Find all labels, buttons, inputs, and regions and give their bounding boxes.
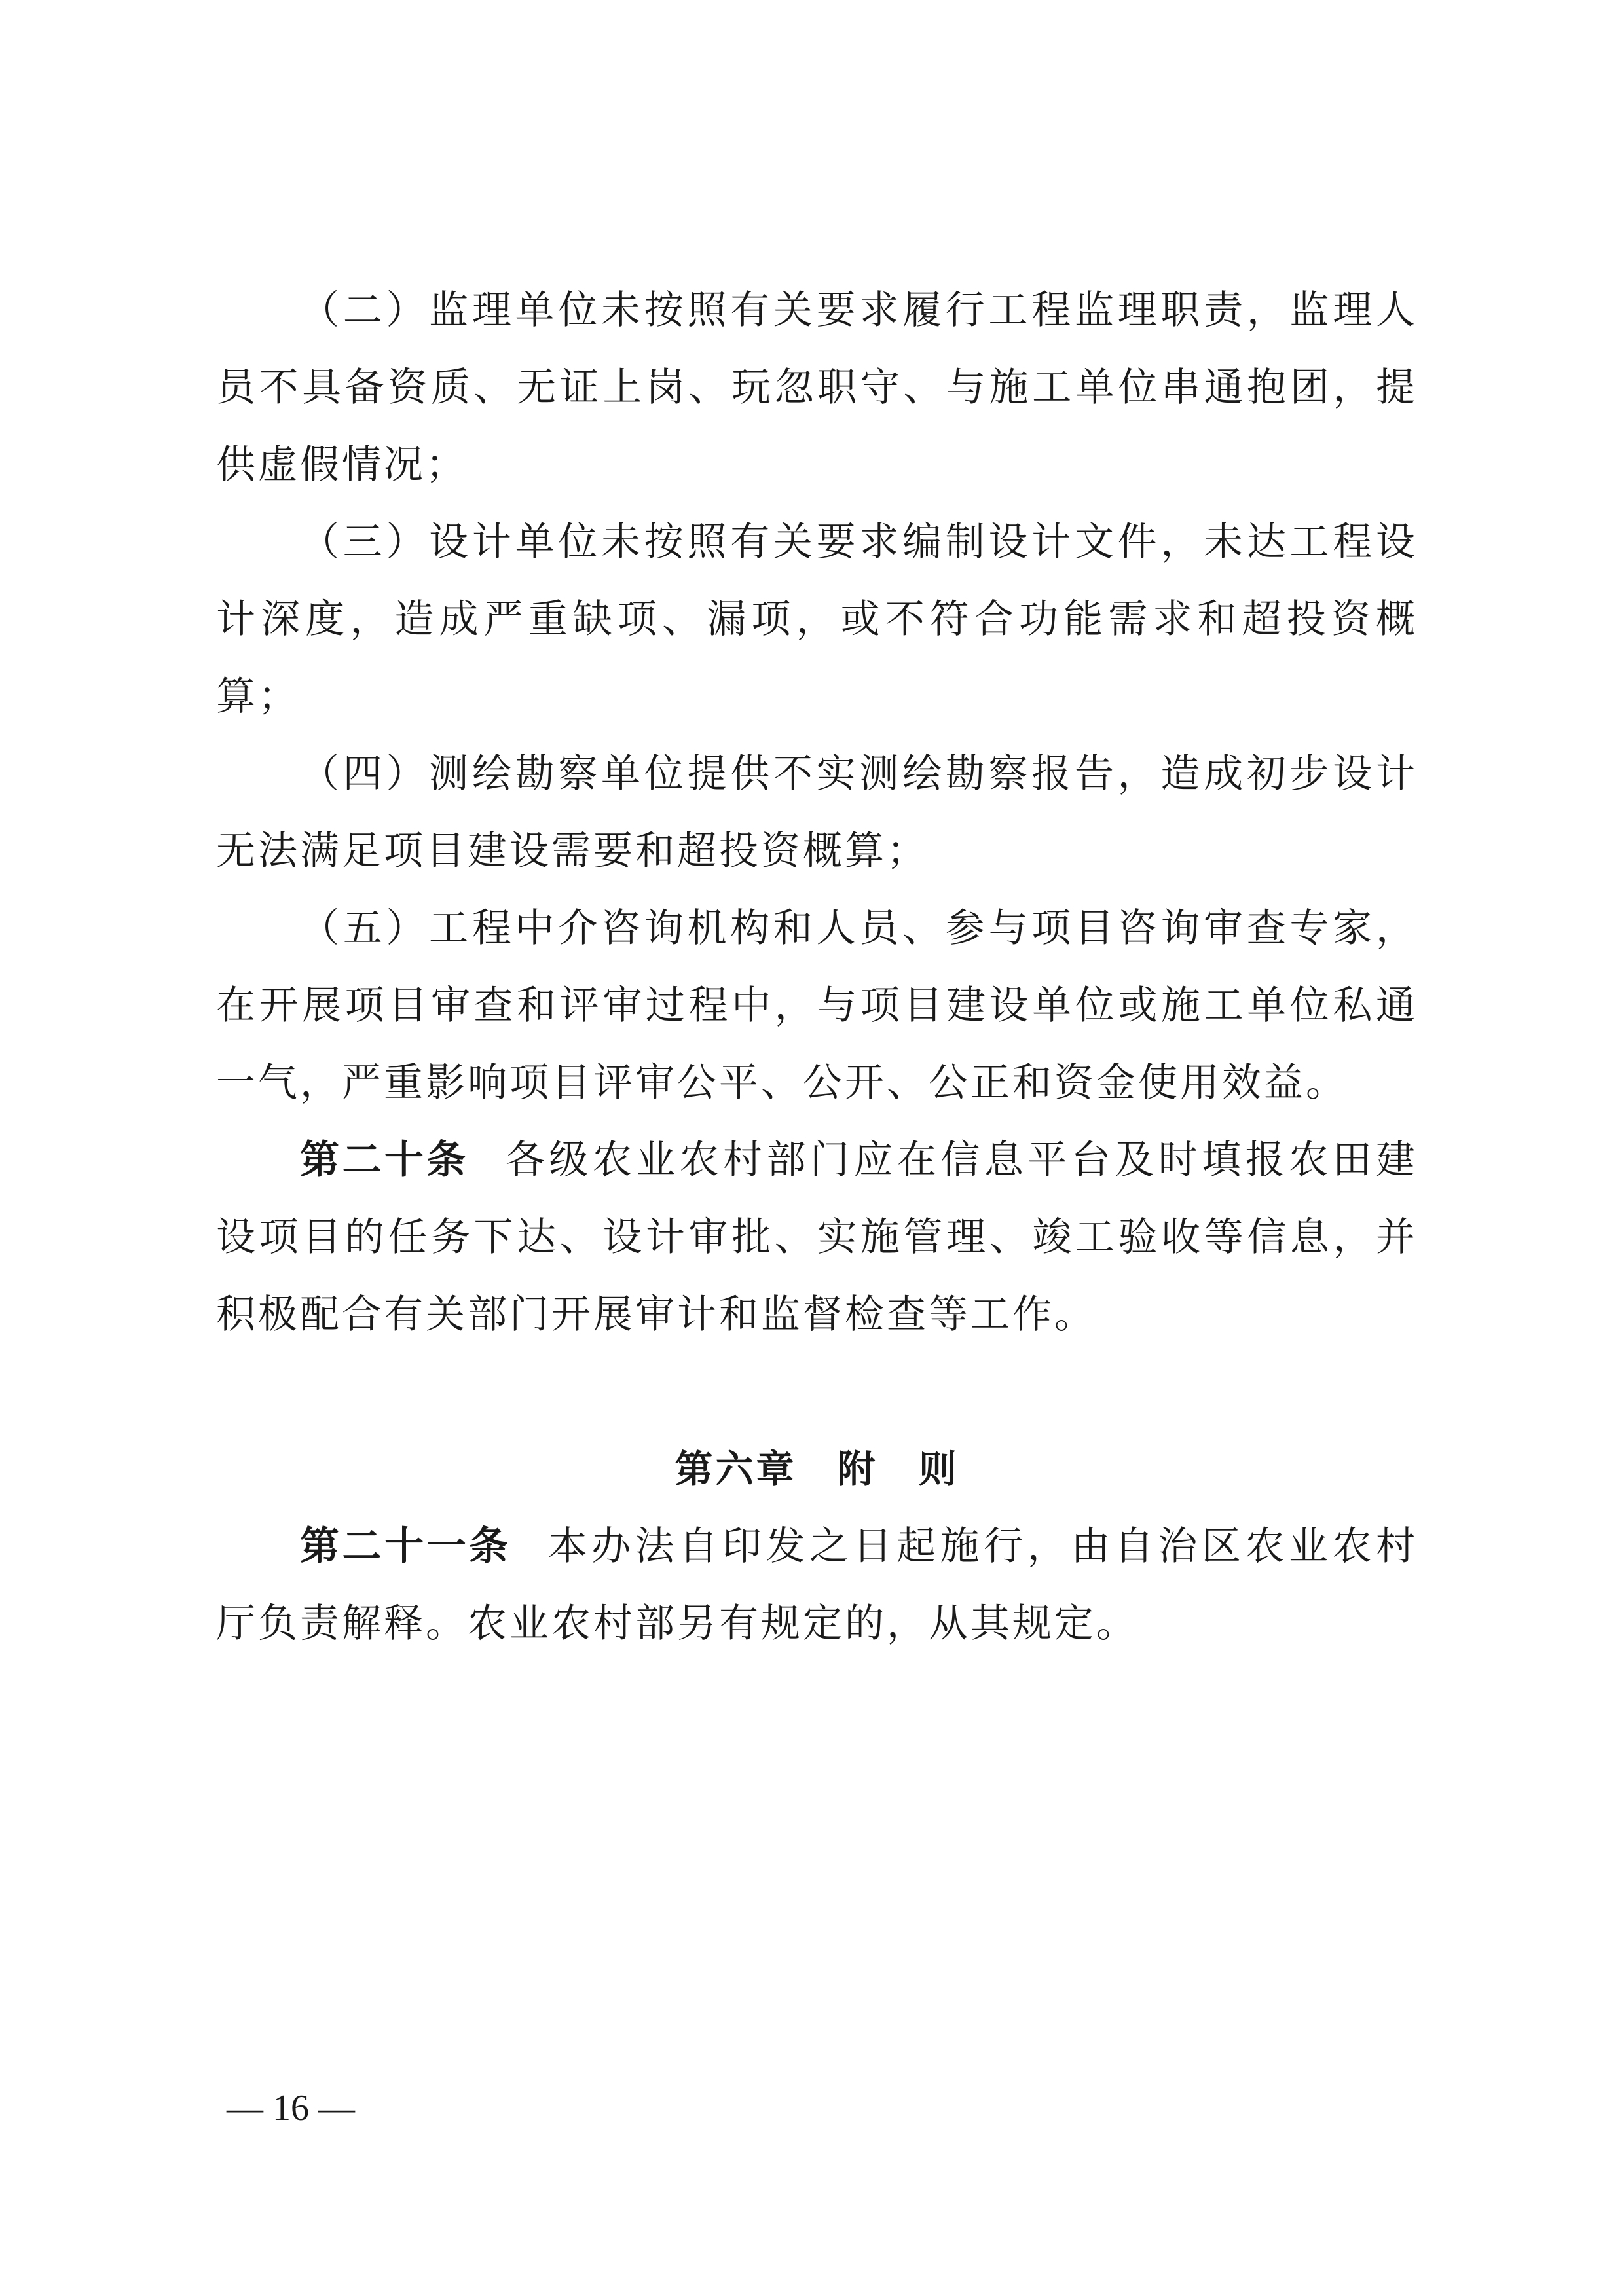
paragraph-item-5: （五）工程中介咨询机构和人员、参与项目咨询审查专家，在开展项目审查和评审过程中，与项目建设单位或施工单位私通一气，严重影响项目评审公平、公开、公正和资金使用效益。: [216, 905, 1418, 1106]
paragraph-item-2: （二）监理单位未按照有关要求履行工程监理职责，监理人员不具备资质、无证上岗、玩忽职守、与施工单位串通抱团，提供虚假情况；: [216, 287, 1418, 488]
paragraph-item-3: （三）设计单位未按照有关要求编制设计文件，未达工程设计深度，造成严重缺项、漏项，或不符合功能需求和超投资概算；: [216, 519, 1418, 720]
page-body: [216, 272, 1418, 1662]
chapter-6-title: 第六章 附 则: [674, 1447, 959, 1491]
article-20: [216, 1121, 1418, 1353]
article-21-heading: 第二十一条: [300, 1523, 511, 1569]
article-20-heading: 第二十条: [300, 1137, 469, 1183]
article-21: [216, 1508, 1418, 1662]
article-20-text: 各级农业农村部门应在信息平台及时填报农田建设项目的任务下达、设计审批、实施管理、竣工验收等信息，并积极配合有关部门开展审计和监督检查等工作。: [216, 1137, 1418, 1338]
page-number: — 16 —: [227, 2088, 355, 2128]
paragraph-item-4: （四）测绘勘察单位提供不实测绘勘察报告，造成初步设计无法满足项目建设需要和超投资概算；: [216, 751, 1418, 874]
article-21-text: 本办法自印发之日起施行，由自治区农业农村厅负责解释。农业农村部另有规定的，从其规定。: [216, 1523, 1418, 1647]
